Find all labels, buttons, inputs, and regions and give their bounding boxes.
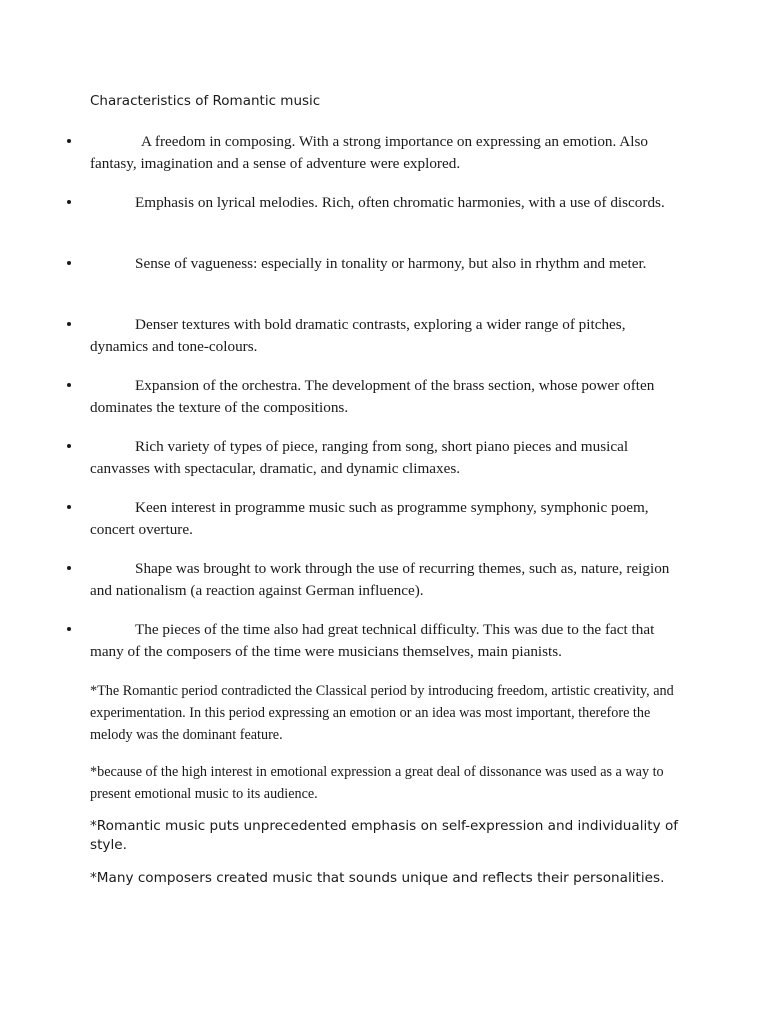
note-paragraph: *The Romantic period contradicted the Classical period by introducing freedom, artistic creativity, and experimentation. In this period expressing an emotion or an idea was most important, therefore the melody was the dominant feature. [90,683,674,743]
list-item [0,497,768,558]
list-item-text: Shape was brought to work through the use of recurring themes, such as, nature, reigion and nationalism (a reaction against German influence). [90,560,670,599]
characteristics-list [0,131,768,680]
document-title: Characteristics of Romantic music [90,93,321,109]
bullet-icon [67,627,71,631]
bullet-icon [67,322,71,326]
list-item-text: Keen interest in programme music such as programme symphony, symphonic poem, concert overture. [90,499,649,538]
list-item-text: Denser textures with bold dramatic contrasts, exploring a wider range of pitches, dynamics and tone-colours. [90,316,626,355]
list-item-text: Sense of vagueness: especially in tonality or harmony, but also in rhythm and meter. [135,255,647,272]
bullet-icon [67,261,71,265]
note-paragraph: *Many composers created music that sounds unique and reflects their personalities. [90,870,665,886]
bullet-icon [67,566,71,570]
list-item-text: A freedom in composing. With a strong importance on expressing an emotion. Also fantasy, imagination and a sense of adventure were explored. [90,133,648,172]
bullet-icon [67,444,71,448]
bullet-icon [67,200,71,204]
bullet-icon [67,383,71,387]
list-item [0,131,768,192]
note-paragraph: *Romantic music puts unprecedented emphasis on self-expression and individuality of style. [90,818,679,853]
list-item-text: Rich variety of types of piece, ranging from song, short piano pieces and musical canvasses with spectacular, dramatic, and dynamic climaxes. [90,438,629,477]
list-item [0,436,768,497]
list-item-text: The pieces of the time also had great technical difficulty. This was due to the fact that many of the composers of the time were musicians themselves, main pianists. [90,621,655,660]
list-item [0,253,768,314]
note-paragraph: *because of the high interest in emotional expression a great deal of dissonance was used as a way to present emotional music to its audience. [90,764,664,802]
list-item-text: Emphasis on lyrical melodies. Rich, often chromatic harmonies, with a use of discords. [135,194,665,211]
list-item [0,375,768,436]
bullet-icon [67,505,71,509]
list-item-text: Expansion of the orchestra. The development of the brass section, whose power often dominates the texture of the compositions. [90,377,655,416]
bullet-icon [67,139,71,143]
list-item [0,558,768,619]
list-item [0,619,768,680]
list-item [0,314,768,375]
list-item [0,192,768,253]
